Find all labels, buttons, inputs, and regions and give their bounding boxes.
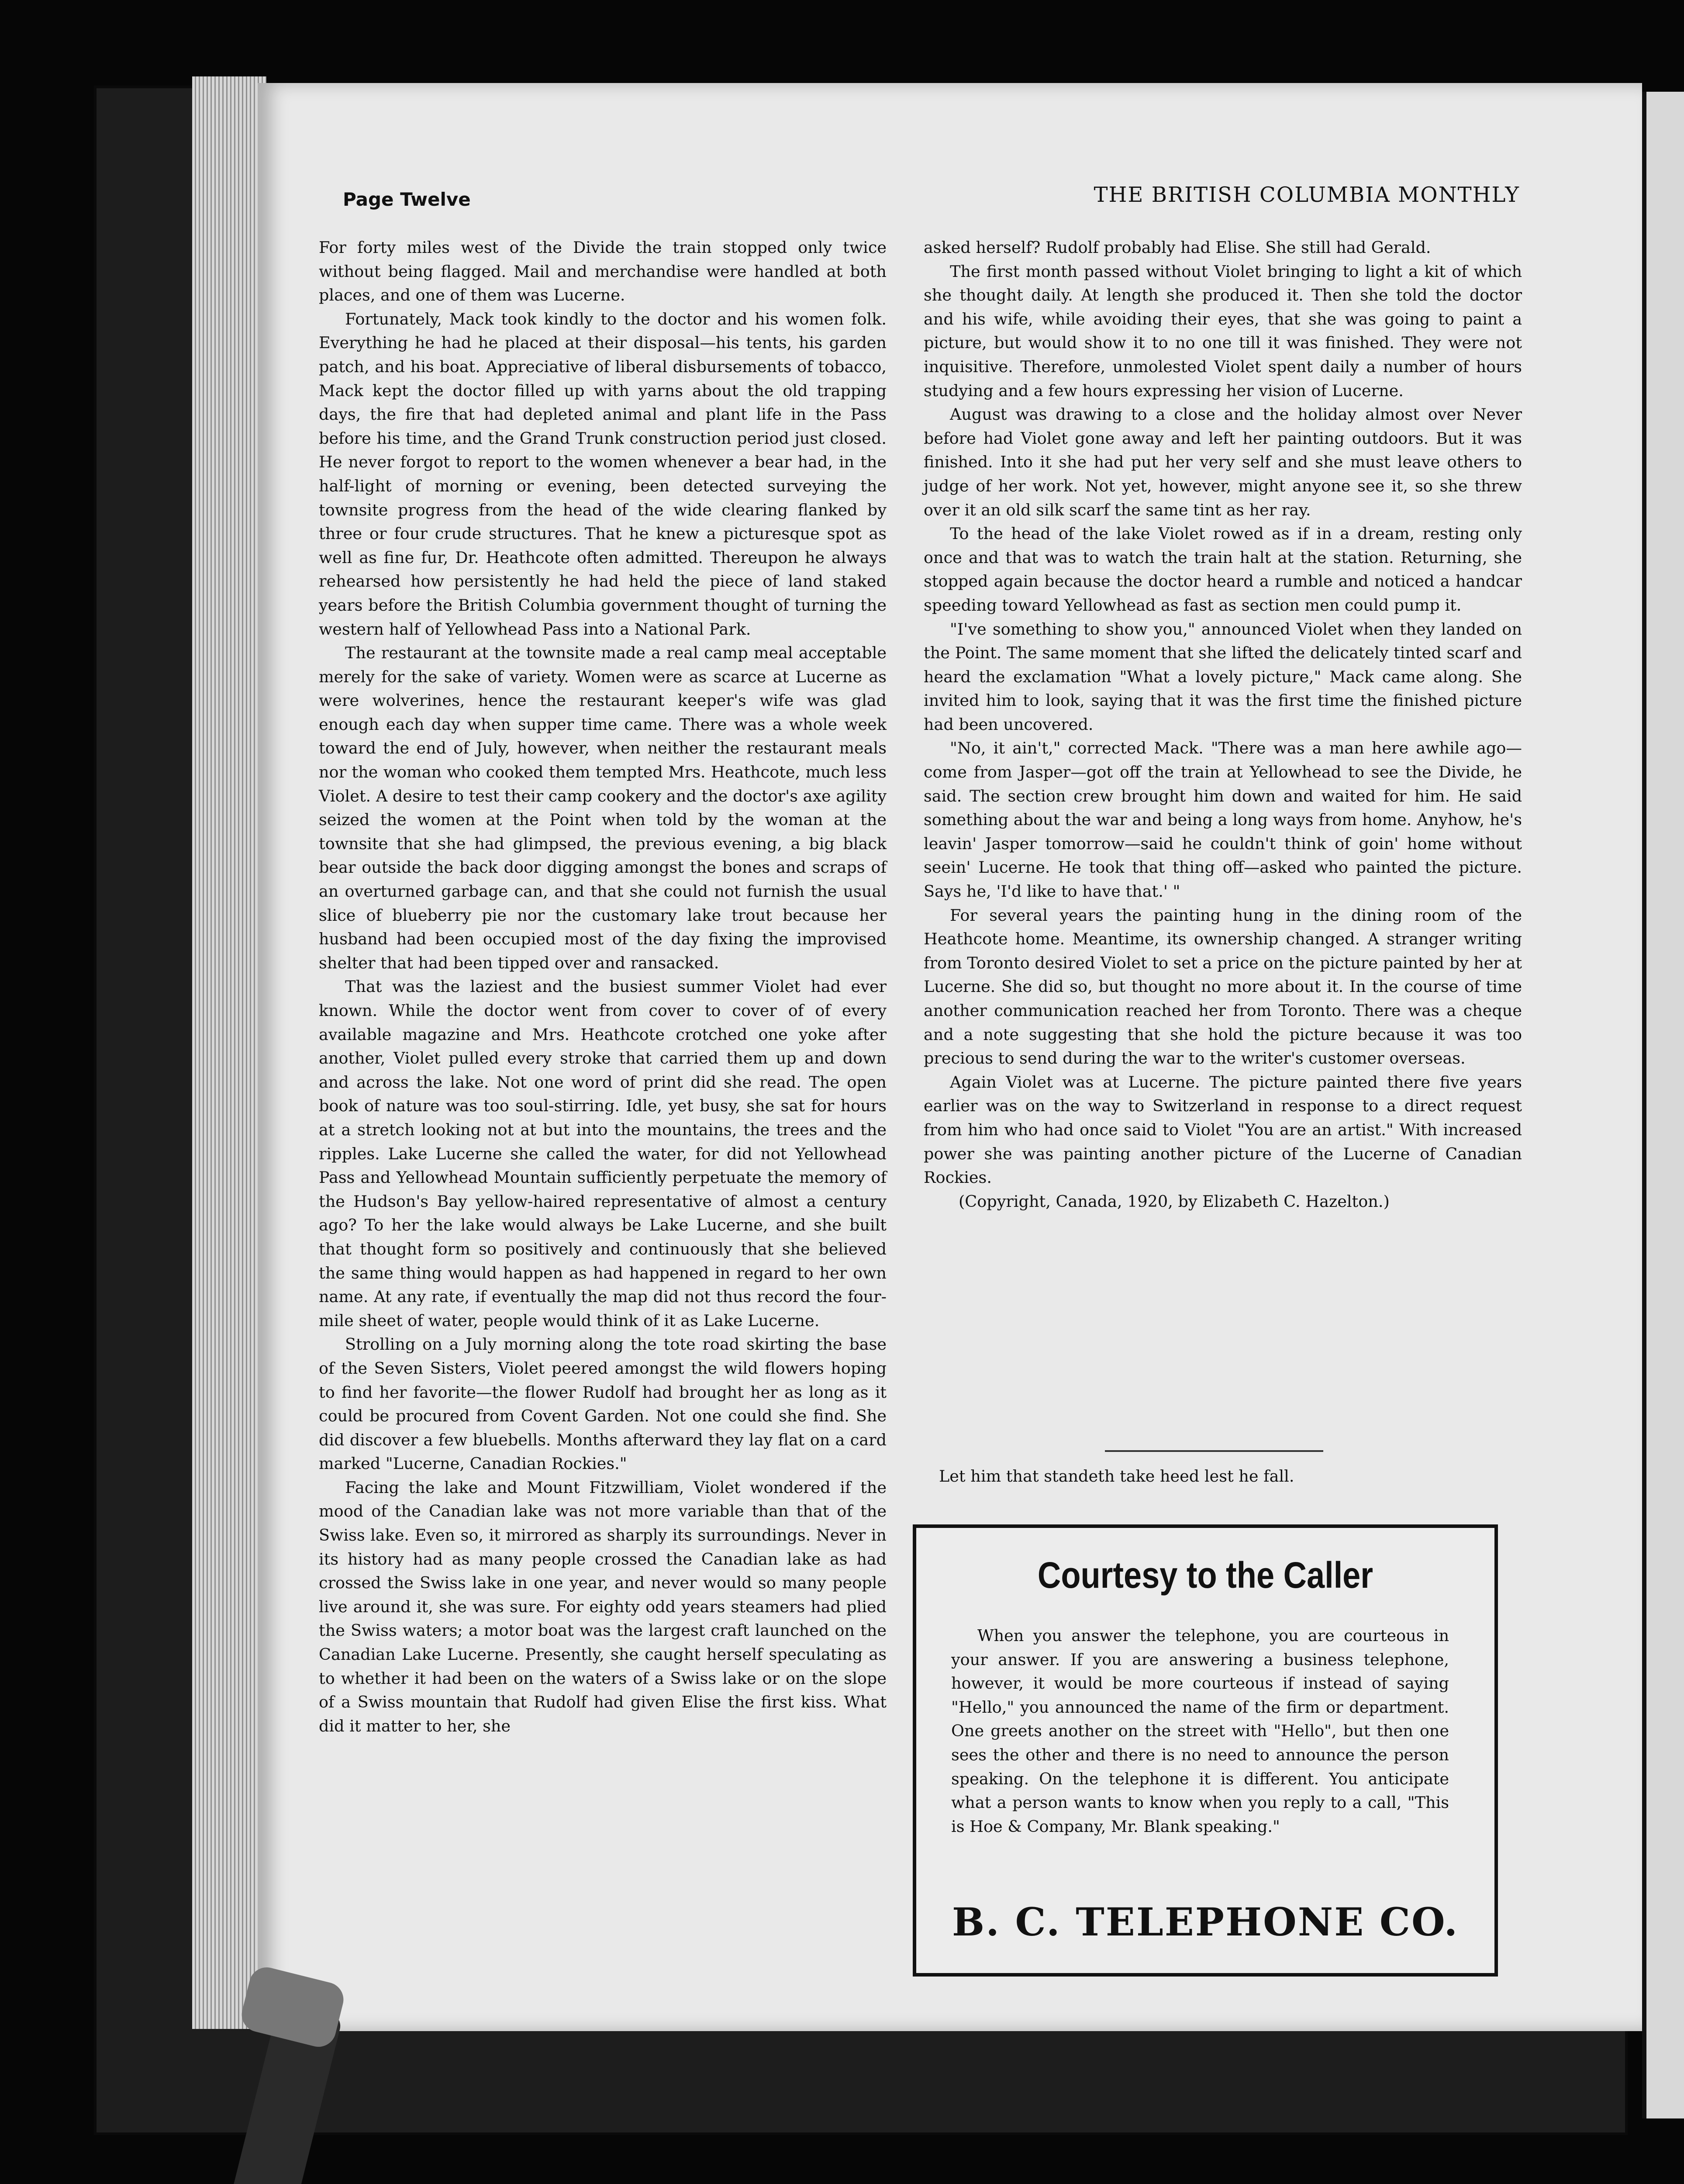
paragraph: To the head of the lake Violet rowed as if in a dream, resting only once and that was to watch the train halt at the station. Returning, she stopped again because the doctor heard a rumble and noticed a handcar speeding toward Yellowhead as fast as section men could pump it. — [924, 524, 1522, 615]
paragraph: Fortunately, Mack took kindly to the doctor and his women folk. Everything he had he placed at their disposal—his tents, his garden patch, and his boat. Appreciative of liberal disbursements of tobacco, Mack kept the doctor filled up with yarns about the old trapping days, the fire that had depleted animal and plant life in the Pass before his time, and the Grand Trunk construction period just closed. He never forgot to report to the women whenever a bear had, in the half-light of morning or evening, been detected surveying the townsite progress from the head of the wide clearing flanked by three or four crude structures. That he knew a picturesque spot as well as fine fur, Dr. Heathcote often admitted. Thereupon he always rehearsed how persistently he had held the piece of land staked years before the British Columbia government thought of turning the western half of Yellowhead Pass into a National Park. — [319, 309, 887, 639]
paragraph: Facing the lake and Mount Fitzwilliam, Violet wondered if the mood of the Canadian lake was not more variable than that of the Swiss lake. Even so, it mirrored as sharply its surroundings. Never in its history had as many people crossed the Canadian lake as had crossed the Swiss lake in one year, and never would so many people live around it, she was sure. For eighty odd years steamers had plied the Swiss waters; a motor boat was the largest craft launched on the Canadian Lake Lucerne. Presently, she caught herself speculating as to whether it had been on the waters of a Swiss lake or on the slope of a Swiss mountain that Rudolf had given Elise the first kiss. What did it matter to her, she — [319, 1478, 887, 1735]
facing-page-edge — [1642, 92, 1684, 2118]
paragraph: The first month passed without Violet bringing to light a kit of which she thought daily. At length she produced it. Then she told the doctor and his wife, while avoiding their eyes, that she was going to paint a picture, but would show it to no one till it was finished. They were not inquisitive. Therefore, unmolested Violet spent daily a number of hours studying and a few hours expressing her vision of Lucerne. — [924, 262, 1522, 400]
paragraph: August was drawing to a close and the holiday almost over Never before had Violet gone away and left her painting outdoors. But it was finished. Into it she had put her very self and she must leave others to judge of her work. Not yet, however, might anyone see it, so she threw over it an old silk scarf the same tint as her ray. — [924, 405, 1522, 519]
advertisement-body: When you answer the telephone, you are courteous in your answer. If you are answering a business telephone, however, it would be more courteous if instead of saying "Hello," you announced the name of the firm or department. One greets another on the street with "Hello", but then one sees the other and there is no need to announce the person speaking. On the telephone it is different. You anticipate what a person wants to know when you reply to a call, "This is Hoe & Company, Mr. Blank speaking." — [951, 1626, 1449, 1836]
copyright-line: (Copyright, Canada, 1920, by Elizabeth C. Hazelton.) — [959, 1192, 1390, 1211]
paragraph: For forty miles west of the Divide the train stopped only twice without being flagged. Mail and merchandise were handled at both places, and one of them was Lucerne. — [319, 238, 887, 305]
journal-title: THE BRITISH COLUMBIA MONTHLY — [1094, 183, 1520, 207]
paragraph: "No, it ain't," corrected Mack. "There was a man here awhile ago—come from Jasper—got off the train at Yellowhead to see the Divide, he said. The section crew brought him down and waited for him. He said something about the war and being a long ways from home. Anyhow, he's leavin' Jasper tomorrow—said he couldn't think of goin' home without seein' Lucerne. He took that thing off—asked who painted the picture. Says he, 'I'd like to have that.' " — [924, 739, 1522, 901]
advertisement-company: B. C. TELEPHONE CO. — [952, 1899, 1459, 1945]
left-text-column — [319, 236, 887, 1738]
paragraph: For several years the painting hung in the dining room of the Heathcote home. Meantime, its ownership changed. A stranger writing from Toronto desired Violet to set a price on the picture painted by her at Lucerne. She did so, but thought no more about it. In the course of time another communication reached her from Toronto. There was a cheque and a note suggesting that she hold the picture because it was too precious to send during the war to the writer's customer overseas. — [924, 905, 1522, 1068]
page-stack-edge — [192, 76, 266, 2029]
quote-line: Let him that standeth take heed lest he fall. — [939, 1467, 1294, 1486]
paragraph: Again Violet was at Lucerne. The picture painted there five years earlier was on the way to Switzerland in response to a direct request from him who had once said to Violet "You are an artist." With increased power she was painting another picture of the Lucerne of Canadian Rockies. — [924, 1072, 1522, 1187]
telephone-advertisement — [913, 1524, 1498, 1977]
advertisement-title: Courtesy to the Caller — [1037, 1555, 1373, 1596]
paragraph: The restaurant at the townsite made a real camp meal acceptable merely for the sake of variety. Women were as scarce at Lucerne as were wolverines, hence the restaurant keeper's wife was glad enough each day when supper time came. There was a whole week toward the end of July, however, when neither the restaurant meals nor the woman who cooked them tempted Mrs. Heathcote, much less Violet. A desire to test their camp cookery and the doctor's axe agility seized the women at the Point when told by the woman at the townsite that she had glimpsed, the previous evening, a big black bear outside the back door digging amongst the bones and scraps of an overturned garbage can, and that she could not furnish the usual slice of blueberry pie nor the customary lake trout because her husband had been occupied most of the day fixing the improvised shelter that had been tipped over and ransacked. — [319, 643, 887, 972]
paragraph: Strolling on a July morning along the tote road skirting the base of the Seven Sisters, Violet peered amongst the wild flowers hoping to find her favorite—the flower Rudolf had brought her as long as it could be procured from Covent Garden. Not one could she find. She did discover a few bluebells. Months afterward they lay flat on a card marked "Lucerne, Canadian Rockies." — [319, 1335, 887, 1473]
page-number-label: Page Twelve — [343, 189, 471, 210]
paragraph: asked herself? Rudolf probably had Elise. She still had Gerald. — [924, 238, 1431, 257]
paragraph: "I've something to show you," announced Violet when they landed on the Point. The same moment that she lifted the delicately tinted scarf and heard the exclamation "What a lovely picture," Mack came along. She invited him to look, saying that it was the first time the finished picture had been uncovered. — [924, 619, 1522, 734]
paragraph: That was the laziest and the busiest summer Violet had ever known. While the doctor went from cover to cover of of every available magazine and Mrs. Heathcote crotched one yoke after another, Violet pulled every stroke that carried them up and down and across the lake. Not one word of print did she read. The open book of nature was too soul-stirring. Idle, yet busy, she sat for hours at a stretch looking not at but into the mountains, the trees and the ripples. Lake Lucerne she called the water, for did not Yellowhead Pass and Yellowhead Mountain sufficiently perpetuate the memory of the Hudson's Bay yellow-haired representative of almost a century ago? To her the lake would always be Lake Lucerne, and she built that thought form so positively and continuously that she believed the same thing would happen as had happened in regard to her own name. At any rate, if eventually the map did not thus record the four-mile sheet of water, people would think of it as Lake Lucerne. — [319, 977, 887, 1330]
right-text-column — [924, 236, 1522, 1213]
section-divider — [1105, 1450, 1323, 1452]
